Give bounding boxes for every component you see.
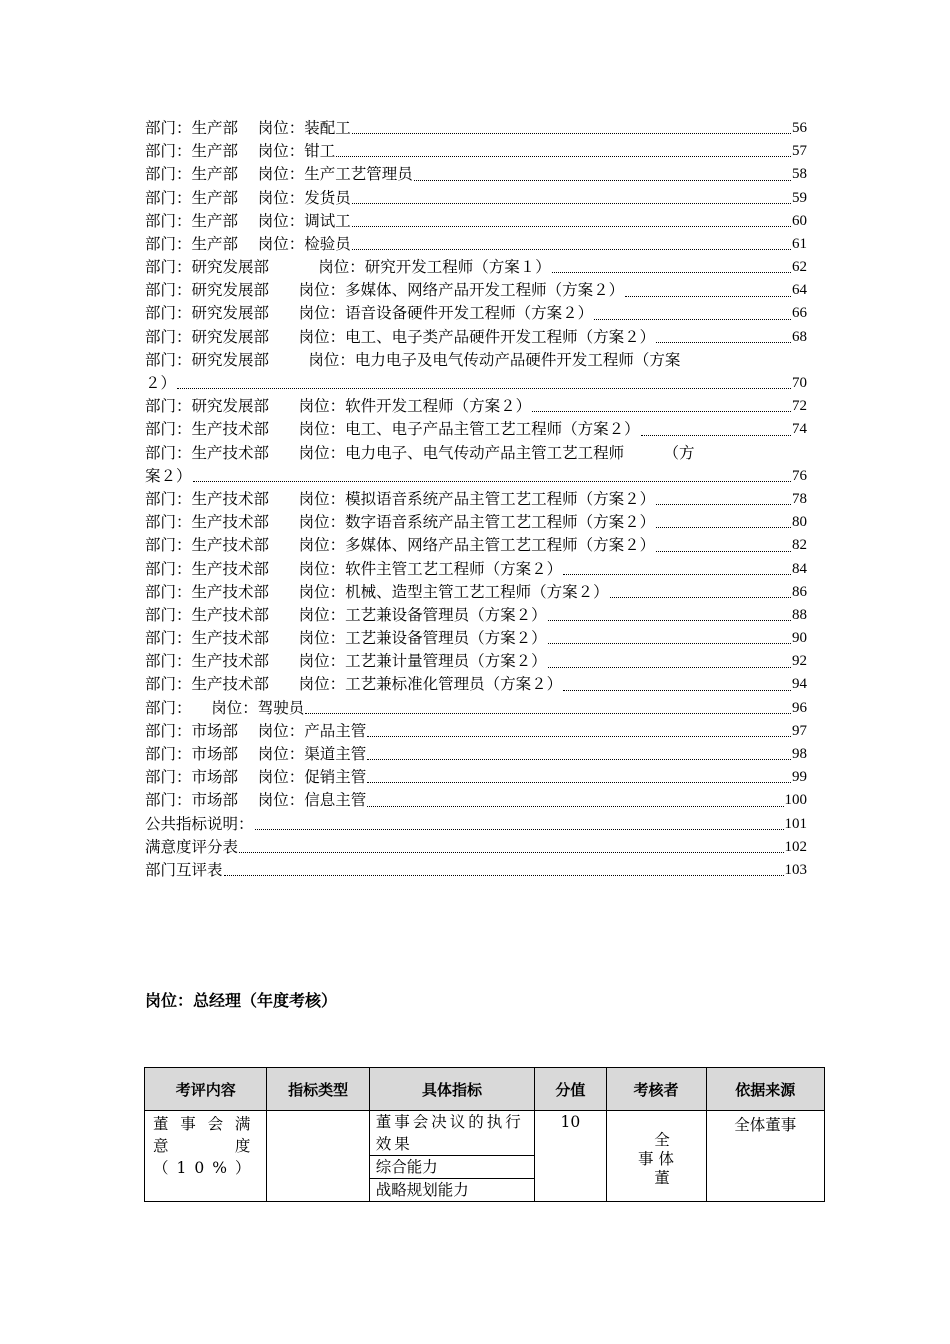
toc-entry-text: 部门：市场部 岗位：促销主管 [145,768,367,787]
toc-entry[interactable] [145,674,807,697]
toc-entry[interactable] [145,488,807,511]
toc-page-number: 72 [792,398,807,415]
toc-page-number: 58 [792,166,807,183]
toc-page-number: 96 [792,699,807,716]
toc-entry[interactable] [145,326,807,349]
toc-entry-text-continued: 案２） [145,466,192,485]
toc-page-number: 100 [784,792,807,809]
toc-entry-text: 部门：生产部 岗位：调试工 [145,211,351,230]
toc-entry-text: 部门：生产技术部 岗位：软件主管工艺工程师（方案２） [145,559,563,578]
dot-leader [414,180,791,181]
evaluation-table [144,1067,825,1202]
score-value: 10 [560,1113,581,1131]
toc-entry-text: 部门：研究发展部 岗位：电工、电子类产品硬件开发工程师（方案２） [145,327,656,346]
toc-entry[interactable] [145,163,807,186]
toc-page-number: 99 [792,769,807,786]
dot-leader [548,667,791,668]
cell-indicators [369,1111,535,1202]
dot-leader [656,342,791,343]
evaluator-line: 事 体 [638,1150,674,1168]
dot-leader [177,388,791,389]
toc-page-number: 92 [792,653,807,670]
evaluator-text [607,1111,706,1188]
dot-leader [656,527,791,528]
dot-leader [594,319,791,320]
toc-entry[interactable] [145,511,807,534]
toc-entry[interactable] [145,650,807,673]
toc-page-number: 94 [792,676,807,693]
toc-page-number: 102 [784,838,807,855]
toc-entry[interactable] [145,442,807,488]
toc-entry[interactable] [145,279,807,302]
toc-entry[interactable] [145,418,807,441]
cell-indicator-type [267,1111,369,1202]
toc-page-number: 64 [792,282,807,299]
header-evaluator: 考核者 [606,1068,706,1111]
dot-leader [255,829,784,830]
dot-leader [548,643,791,644]
toc-page-number: 80 [792,514,807,531]
toc-entry-text: 部门：生产部 岗位：生产工艺管理员 [145,165,413,184]
dot-leader [239,852,783,853]
dot-leader [656,551,791,552]
header-content: 考评内容 [145,1068,267,1111]
toc-page-number: 88 [792,606,807,623]
toc-page-number: 97 [792,722,807,739]
toc-entry[interactable] [145,859,807,882]
dot-leader [641,435,791,436]
dot-leader [352,133,791,134]
cell-content [145,1111,267,1202]
table-row [145,1111,825,1202]
toc-page-number: 70 [792,375,807,392]
toc-page-number: 66 [792,305,807,322]
toc-page-number: 57 [792,143,807,160]
evaluator-line: 全 [654,1131,670,1149]
dot-leader [367,782,791,783]
toc-page-number: 62 [792,259,807,276]
toc-entry-text: 部门：生产技术部 岗位：工艺兼设备管理员（方案２） [145,605,547,624]
section-title: 岗位：总经理（年度考核） [145,991,338,1010]
toc-entry-text: 部门：生产技术部 岗位：工艺兼计量管理员（方案２） [145,652,547,671]
toc-entry[interactable] [145,604,807,627]
toc-entry-text: 部门：生产部 岗位：装配工 [145,118,351,137]
dot-leader [352,203,791,204]
dot-leader [610,597,791,598]
toc-entry-text: 公共指标说明： [145,814,254,833]
toc-entry[interactable] [145,395,807,418]
toc-entry-text: 部门：市场部 岗位：产品主管 [145,721,367,740]
toc-entry[interactable] [145,140,807,163]
dot-leader [532,411,791,412]
toc-page-number: 68 [792,328,807,345]
dot-leader [224,875,784,876]
toc-entry-text: 部门：生产部 岗位：检验员 [145,234,351,253]
toc-entry-text: 部门：生产部 岗位：钳工 [145,142,336,161]
toc-entry-text: 部门：生产技术部 岗位：工艺兼标准化管理员（方案２） [145,675,563,694]
toc-entry[interactable] [145,534,807,557]
toc-entry[interactable] [145,349,807,395]
toc-entry[interactable] [145,789,807,812]
dot-leader [552,272,791,273]
dot-leader [352,226,791,227]
dot-leader [548,620,791,621]
toc-entry[interactable] [145,743,807,766]
dot-leader [367,736,791,737]
header-source: 依据来源 [706,1068,824,1111]
toc-page-number: 82 [792,537,807,554]
content-text: 董事会满意度（10%） [153,1115,259,1177]
toc-page-number: 59 [792,189,807,206]
toc-entry[interactable] [145,210,807,233]
toc-page-number: 76 [792,467,807,484]
cell-evaluator [606,1111,706,1202]
toc-entry[interactable] [145,813,807,836]
dot-leader [367,759,791,760]
toc-entry[interactable] [145,720,807,743]
toc-entry-text: 部门：生产技术部 岗位：多媒体、网络产品主管工艺工程师（方案２） [145,536,656,555]
toc-page-number: 74 [792,421,807,438]
toc-entry-text: 部门：生产技术部 岗位：电工、电子产品主管工艺工程师（方案２） [145,420,640,439]
dot-leader [563,690,791,691]
header-indicator-type: 指标类型 [267,1068,369,1111]
dot-leader [625,296,791,297]
toc-entry-text: 部门：生产部 岗位：发货员 [145,188,351,207]
toc-page-number: 103 [784,861,807,878]
toc-page-number: 101 [784,815,807,832]
toc-entry-text: 部门：生产技术部 岗位：电力电子、电气传动产品主管工艺工程师 （方 [145,443,695,462]
header-score: 分值 [535,1068,606,1111]
toc-entry[interactable] [145,697,807,720]
indicator-item: 董事会决议的执行效果 [370,1111,535,1156]
toc-entry[interactable] [145,303,807,326]
dot-leader [305,713,791,714]
toc-entry[interactable] [145,627,807,650]
toc-entry-text: 部门：研究发展部 岗位：电力电子及电气传动产品硬件开发工程师（方案 [145,350,681,369]
toc-entry[interactable] [145,233,807,256]
toc-entry-text-continued: ２） [145,374,177,393]
toc-page-number: 60 [792,212,807,229]
table-of-contents [145,117,807,882]
toc-entry-text: 部门：研究发展部 岗位：多媒体、网络产品开发工程师（方案２） [145,281,625,300]
toc-entry-text: 满意度评分表 [145,837,239,856]
table-header-row [145,1068,825,1111]
toc-entry-text: 部门：生产技术部 岗位：数字语音系统产品主管工艺工程师（方案２） [145,513,656,532]
toc-entry-text: 部门： 岗位：驾驶员 [145,698,305,717]
indicator-item: 战略规划能力 [375,1181,469,1199]
indicator-item: 综合能力 [370,1156,535,1179]
cell-source [706,1111,824,1202]
dot-leader [367,806,783,807]
dot-leader [352,249,791,250]
toc-entry-text: 部门：市场部 岗位：信息主管 [145,791,367,810]
toc-entry-text: 部门：生产技术部 岗位：模拟语音系统产品主管工艺工程师（方案２） [145,489,656,508]
toc-entry[interactable] [145,766,807,789]
cell-score [535,1111,606,1202]
toc-entry[interactable] [145,581,807,604]
dot-leader [193,481,791,482]
dot-leader [563,574,791,575]
toc-entry[interactable] [145,187,807,210]
toc-page-number: 61 [792,235,807,252]
toc-entry[interactable] [145,558,807,581]
toc-page-number: 90 [792,630,807,647]
toc-entry-text: 部门：研究发展部 岗位：研究开发工程师（方案１） [145,258,551,277]
toc-entry-text: 部门互评表 [145,860,223,879]
evaluator-line: 董 [654,1169,670,1187]
toc-entry-text: 部门：研究发展部 岗位：软件开发工程师（方案２） [145,397,532,416]
toc-page-number: 84 [792,560,807,577]
header-specific-indicator: 具体指标 [369,1068,535,1111]
dot-leader [656,504,791,505]
toc-entry-text: 部门：研究发展部 岗位：语音设备硬件开发工程师（方案２） [145,304,594,323]
toc-entry-text: 部门：生产技术部 岗位：工艺兼设备管理员（方案２） [145,629,547,648]
toc-entry-text: 部门：生产技术部 岗位：机械、造型主管工艺工程师（方案２） [145,582,609,601]
toc-page-number: 78 [792,490,807,507]
dot-leader [336,156,791,157]
toc-entry[interactable] [145,117,807,140]
toc-entry[interactable] [145,256,807,279]
toc-entry-text: 部门：市场部 岗位：渠道主管 [145,745,367,764]
toc-page-number: 86 [792,583,807,600]
source-text: 全体董事 [734,1116,797,1134]
toc-page-number: 56 [792,119,807,136]
toc-entry[interactable] [145,836,807,859]
toc-page-number: 98 [792,746,807,763]
